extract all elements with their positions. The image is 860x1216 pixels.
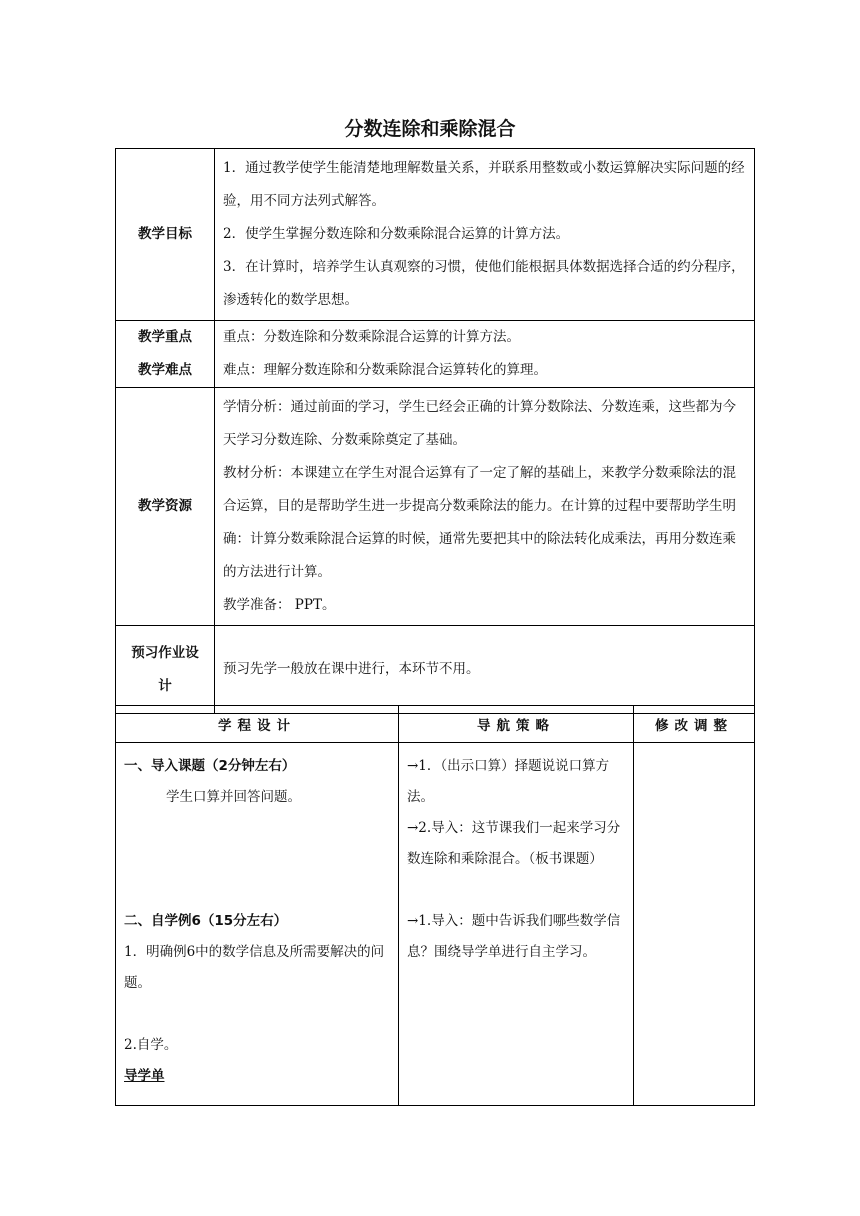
header-revision: 修改调整 [634, 706, 755, 743]
revision-column [634, 743, 755, 1106]
section-2-item-1: 1．明确例6中的数学信息及所需要解决的问题。 [124, 944, 385, 991]
process-table [115, 705, 755, 1106]
design-column [116, 743, 399, 1106]
strategy-item: →2.导入：这节课我们一起来学习分数连除和乘除混合。（板书课题） [407, 820, 621, 867]
lesson-info-table [115, 148, 755, 714]
process-header-row [116, 706, 755, 743]
preview-text: 预习先学一般放在课中进行，本环节不用。 [215, 626, 755, 714]
strategy-column [399, 743, 634, 1106]
difficulty-label: 教学难点 [138, 362, 192, 378]
resources-content [215, 388, 755, 626]
difficulty-text: 难点：理解分数连除和分数乘除混合运算转化的算理。 [223, 362, 547, 378]
page-title: 分数连除和乘除混合 [344, 118, 516, 140]
header-strategy: 导航策略 [399, 706, 634, 743]
resource-item: 教材分析：本课建立在学生对混合运算有了一定了解的基础上，来教学分数乘除法的混合运算，目的是帮助学生进一步提高分数乘除法的能力。在计算的过程中要帮助学生明确：计算分数乘除混合运算的时候，通常先要把其中的除法转化成乘法，再用分数连乘的方法进行计算。 [223, 465, 736, 580]
resource-item: 教学准备： PPT。 [223, 597, 336, 613]
goal-item: 2．使学生掌握分数连除和分数乘除混合运算的计算方法。 [223, 226, 570, 242]
guide-sheet-heading: 导学单 [124, 1068, 165, 1084]
section-2-item-2: 2.自学。 [124, 1037, 178, 1053]
strategy-item: →1.导入：题中告诉我们哪些数学信息？围绕导学单进行自主学习。 [407, 913, 621, 960]
key-label: 教学重点 [138, 329, 192, 345]
process-body-row [116, 743, 755, 1106]
key-difficulty-labels [116, 321, 215, 388]
preview-label: 预习作业设计 [116, 626, 215, 714]
goals-content [215, 149, 755, 321]
resources-label: 教学资源 [116, 388, 215, 626]
section-2-title: 二、自学例6（15分左右） [124, 913, 288, 929]
key-text: 重点：分数连除和分数乘除混合运算的计算方法。 [223, 329, 520, 345]
key-difficulty-content [215, 321, 755, 388]
strategy-item: →1．（出示口算）择题说说口算方法。 [407, 758, 610, 805]
section-1-title: 一、导入课题（2分钟左右） [124, 758, 296, 774]
goals-label: 教学目标 [116, 149, 215, 321]
header-design: 学程设计 [116, 706, 399, 743]
key-difficulty-row [116, 321, 755, 388]
goal-item: 3．在计算时，培养学生认真观察的习惯，使他们能根据具体数据选择合适的约分程序，渗透转化的数学思想。 [223, 259, 745, 308]
resources-row [116, 388, 755, 626]
goals-row [116, 149, 755, 321]
section-1-text: 学生口算并回答问题。 [166, 789, 301, 805]
preview-row [116, 626, 755, 714]
goal-item: 1．通过教学使学生能清楚地理解数量关系，并联系用整数或小数运算解决实际问题的经验，用不同方法列式解答。 [223, 160, 745, 209]
resource-item: 学情分析：通过前面的学习，学生已经会正确的计算分数除法、分数连乘，这些都为今天学习分数连除、分数乘除奠定了基础。 [223, 399, 736, 448]
